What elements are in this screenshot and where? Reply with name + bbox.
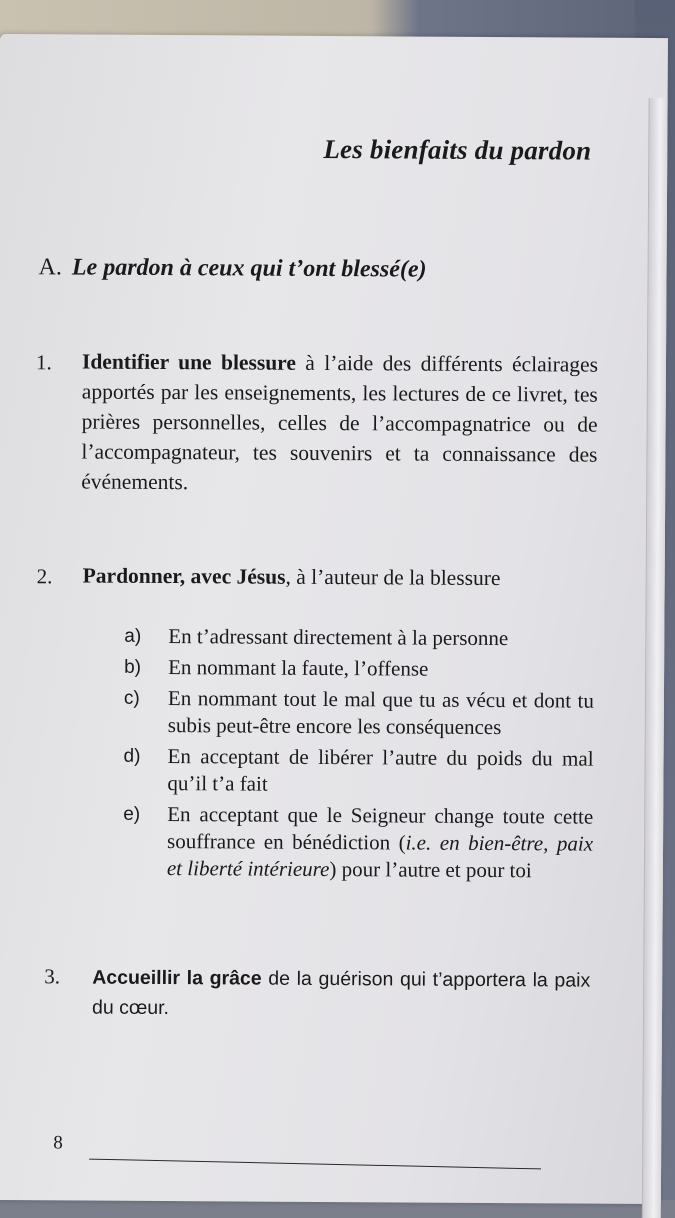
item-2-lead: Pardonner, avec Jésus bbox=[82, 563, 286, 589]
list-item bbox=[123, 743, 593, 800]
sub-text: En t’adressant directement à la personne bbox=[168, 624, 509, 651]
sub-text: En nommant tout le mal que tu as vécu et dont tu subis peut-être encore les conséquences bbox=[167, 686, 595, 740]
sub-letter: c) bbox=[123, 687, 140, 709]
sub-text-italic: i.e. en bien-être, paix et liberté intérieure bbox=[166, 830, 594, 882]
item-3-lead: Accueillir la grâce bbox=[92, 966, 262, 990]
booklet-page bbox=[0, 34, 668, 1204]
sub-text: En nommant la faute, l’offense bbox=[168, 655, 429, 681]
item-1-body: à l’aide des différents éclairages apportés par les enseignements, les lectures de ce livret, tes prières personnelles, celles de l’accompagnatrice ou de l’accompagnateur, tes souvenirs et ta connaissance des événements. bbox=[81, 350, 599, 495]
item-2-text bbox=[83, 561, 603, 594]
sub-text bbox=[167, 802, 593, 882]
list-item bbox=[124, 685, 594, 742]
section-heading bbox=[38, 254, 426, 283]
item-number: 2. bbox=[36, 564, 53, 589]
item-number: 3. bbox=[44, 964, 61, 989]
sub-text-part: ) pour l’autre et pour toi bbox=[329, 857, 532, 883]
item-1-lead: Identifier une blessure bbox=[81, 349, 296, 375]
sub-letter: a) bbox=[124, 625, 142, 647]
section-title: Le pardon à ceux qui t’ont blessé(e) bbox=[71, 254, 427, 283]
item-2-body: , à l’auteur de la blessure bbox=[285, 564, 501, 591]
footer-rule bbox=[89, 1159, 541, 1170]
sub-text: En acceptant de libérer l’autre du poids du mal qu’il t’a fait bbox=[167, 744, 594, 796]
item-3-body: de la guérison qui t’apportera la paix du cœur. bbox=[91, 967, 591, 1020]
sub-letter: e) bbox=[123, 803, 141, 825]
running-title: Les bienfaits du pardon bbox=[323, 133, 592, 166]
page-content bbox=[0, 34, 668, 1204]
item-number: 1. bbox=[35, 350, 52, 375]
page-number: 8 bbox=[53, 1132, 63, 1154]
list-item bbox=[124, 623, 594, 653]
item-1-text bbox=[81, 347, 598, 500]
list-item bbox=[123, 801, 593, 885]
sub-letter: d) bbox=[123, 745, 141, 767]
sub-text-part: En acceptant que le Seigneur change toute cette souffrance en bénédiction ( bbox=[166, 802, 594, 855]
list-item bbox=[124, 654, 594, 684]
sub-letter: b) bbox=[124, 656, 142, 678]
section-letter: A. bbox=[38, 254, 62, 281]
sub-list bbox=[123, 623, 595, 885]
item-3-text bbox=[92, 963, 590, 1026]
